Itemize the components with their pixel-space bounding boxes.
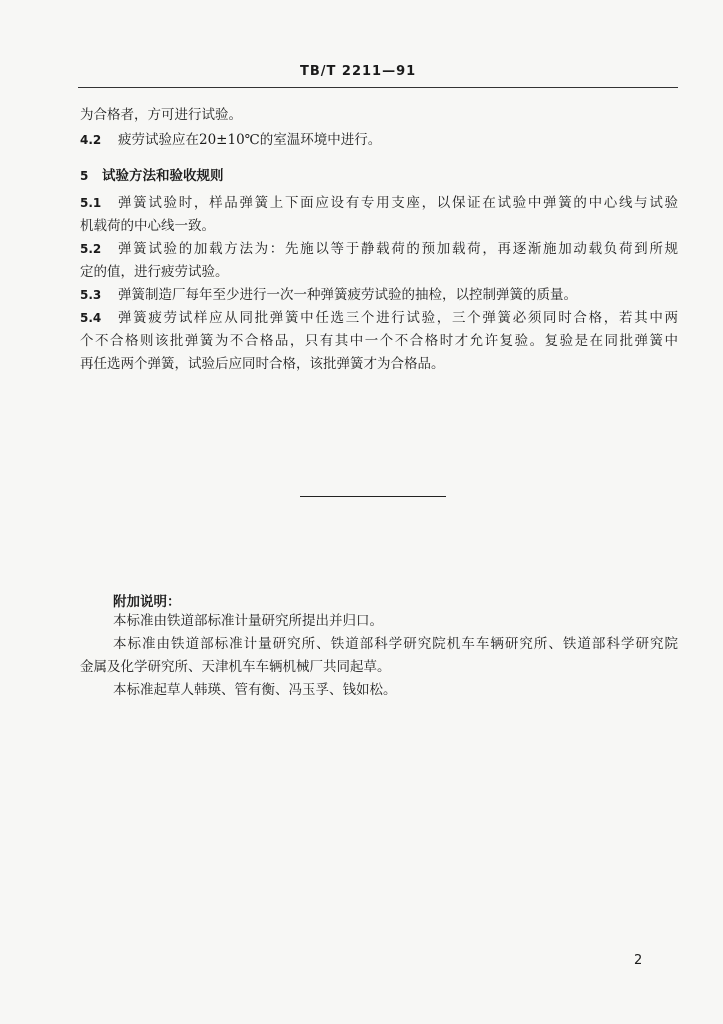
clause-4-2: [80, 131, 381, 149]
page-number: 2: [634, 953, 643, 968]
clause-text: 疲劳试验应在20±10℃的室温环境中进行。: [118, 132, 382, 148]
clause-5-4: [80, 309, 678, 327]
clause-number: 4.2: [80, 133, 102, 147]
clause-5-3: [80, 286, 577, 304]
standard-code-header: TB/T 2211—91: [300, 64, 417, 79]
notes-line-3: 本标准起草人韩瑛、管有衡、冯玉孚、钱如松。: [113, 682, 397, 698]
notes-line-2b: 金属及化学研究所、天津机车车辆机械厂共同起草。: [80, 659, 391, 675]
clause-5-2-line2: 定的值，进行疲劳试验。: [80, 264, 229, 280]
header-rule: [78, 87, 678, 88]
section-number: 5: [80, 169, 89, 183]
end-divider: [300, 496, 446, 497]
clause-5-1: [80, 194, 678, 212]
intro-line: 为合格者，方可进行试验。: [80, 107, 242, 123]
clause-text-line2: 个不合格则该批弹簧为不合格品，只有其中一个不合格时才允许复验。复验是在同批弹簧中: [80, 333, 678, 349]
notes-line-2a-text: 本标准由铁道部标准计量研究所、铁道部科学研究院机车车辆研究所、铁道部科学研究院: [113, 636, 678, 652]
clause-5-4-line2: [80, 332, 678, 350]
clause-5-2: [80, 240, 678, 258]
section-5-heading: [80, 167, 224, 185]
clause-5-1-line2: 机载荷的中心线一致。: [80, 218, 215, 234]
section-title: 试验方法和验收规则: [102, 168, 224, 184]
clause-number: 5.4: [80, 311, 102, 325]
clause-5-4-line3: 再任选两个弹簧，试验后应同时合格，该批弹簧才为合格品。: [80, 356, 445, 372]
clause-text-line1: 弹簧试验的加载方法为：先施以等于静载荷的预加载荷，再逐渐施加动载负荷到所规: [118, 241, 678, 257]
clause-number: 5.3: [80, 288, 102, 302]
notes-line-1: 本标准由铁道部标准计量研究所提出并归口。: [113, 613, 383, 629]
clause-text-line1: 弹簧疲劳试样应从同批弹簧中任选三个进行试验，三个弹簧必须同时合格，若其中两: [118, 310, 678, 326]
notes-title: 附加说明：: [113, 594, 181, 610]
clause-text: 弹簧制造厂每年至少进行一次一种弹簧疲劳试验的抽检，以控制弹簧的质量。: [118, 287, 577, 303]
clause-text-line1: 弹簧试验时，样品弹簧上下面应设有专用支座，以保证在试验中弹簧的中心线与试验: [118, 195, 678, 211]
notes-line-2a: [113, 635, 678, 653]
clause-number: 5.2: [80, 242, 102, 256]
clause-number: 5.1: [80, 196, 102, 210]
